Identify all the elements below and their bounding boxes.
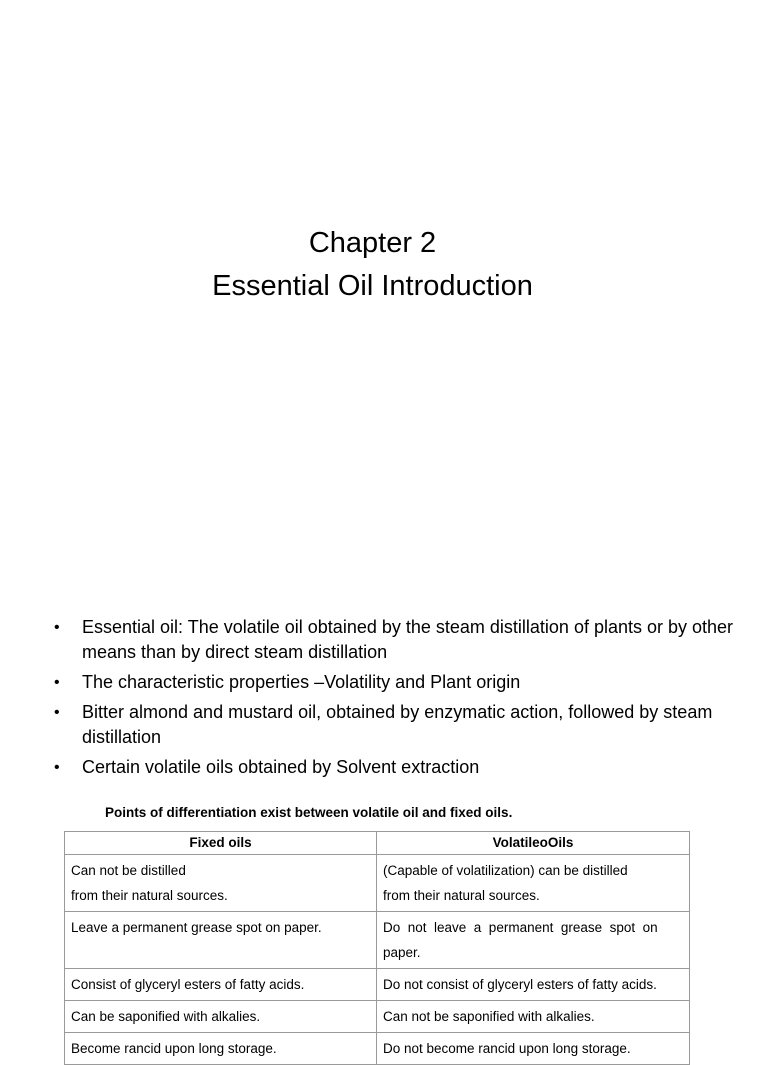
- bullet-dot-icon: •: [54, 759, 60, 776]
- slide-title: [0, 222, 745, 308]
- table-row: [65, 969, 690, 1001]
- bullet-list: [54, 615, 734, 785]
- table-caption: Points of differentiation exist between volatile oil and fixed oils.: [105, 805, 513, 820]
- volatile-oil-cell: Do not leave a permanent grease spot on paper.: [377, 912, 690, 969]
- table-row: [65, 912, 690, 969]
- bullet-dot-icon: •: [54, 619, 60, 636]
- bullet-dot-icon: •: [54, 674, 60, 691]
- comparison-table: [64, 831, 690, 1065]
- fixed-oil-cell: Consist of glyceryl esters of fatty acids.: [65, 969, 377, 1001]
- table-row: [65, 855, 690, 912]
- volatile-oil-cell: Do not become rancid upon long storage.: [377, 1033, 690, 1065]
- fixed-oil-cell: Can not be distilled from their natural sources.: [65, 855, 377, 912]
- column-header-fixed: Fixed oils: [65, 832, 377, 855]
- chapter-subtitle: Essential Oil Introduction: [212, 270, 533, 302]
- fixed-oil-cell: Leave a permanent grease spot on paper.: [65, 912, 377, 969]
- fixed-oil-cell: Become rancid upon long storage.: [65, 1033, 377, 1065]
- chapter-heading: Chapter 2: [308, 227, 437, 259]
- volatile-oil-cell: (Capable of volatilization) can be distilled from their natural sources.: [377, 855, 690, 912]
- column-header-volatile: VolatileoOils: [377, 832, 690, 855]
- volatile-oil-cell: Can not be saponified with alkalies.: [377, 1001, 690, 1033]
- table-row: [65, 1001, 690, 1033]
- fixed-oil-cell: Can be saponified with alkalies.: [65, 1001, 377, 1033]
- table-row: [65, 1033, 690, 1065]
- bullet-item: • The characteristic properties –Volatility and Plant origin: [54, 670, 734, 695]
- bullet-item: • Essential oil: The volatile oil obtained by the steam distillation of plants or by other means than by direct steam distillation: [54, 617, 734, 662]
- bullet-dot-icon: •: [54, 704, 60, 721]
- bullet-item: • Bitter almond and mustard oil, obtained by enzymatic action, followed by steam distillation: [54, 702, 713, 747]
- bullet-item: • Certain volatile oils obtained by Solvent extraction: [54, 755, 734, 780]
- volatile-oil-cell: Do not consist of glyceryl esters of fatty acids.: [377, 969, 690, 1001]
- table-header-row: [65, 832, 690, 855]
